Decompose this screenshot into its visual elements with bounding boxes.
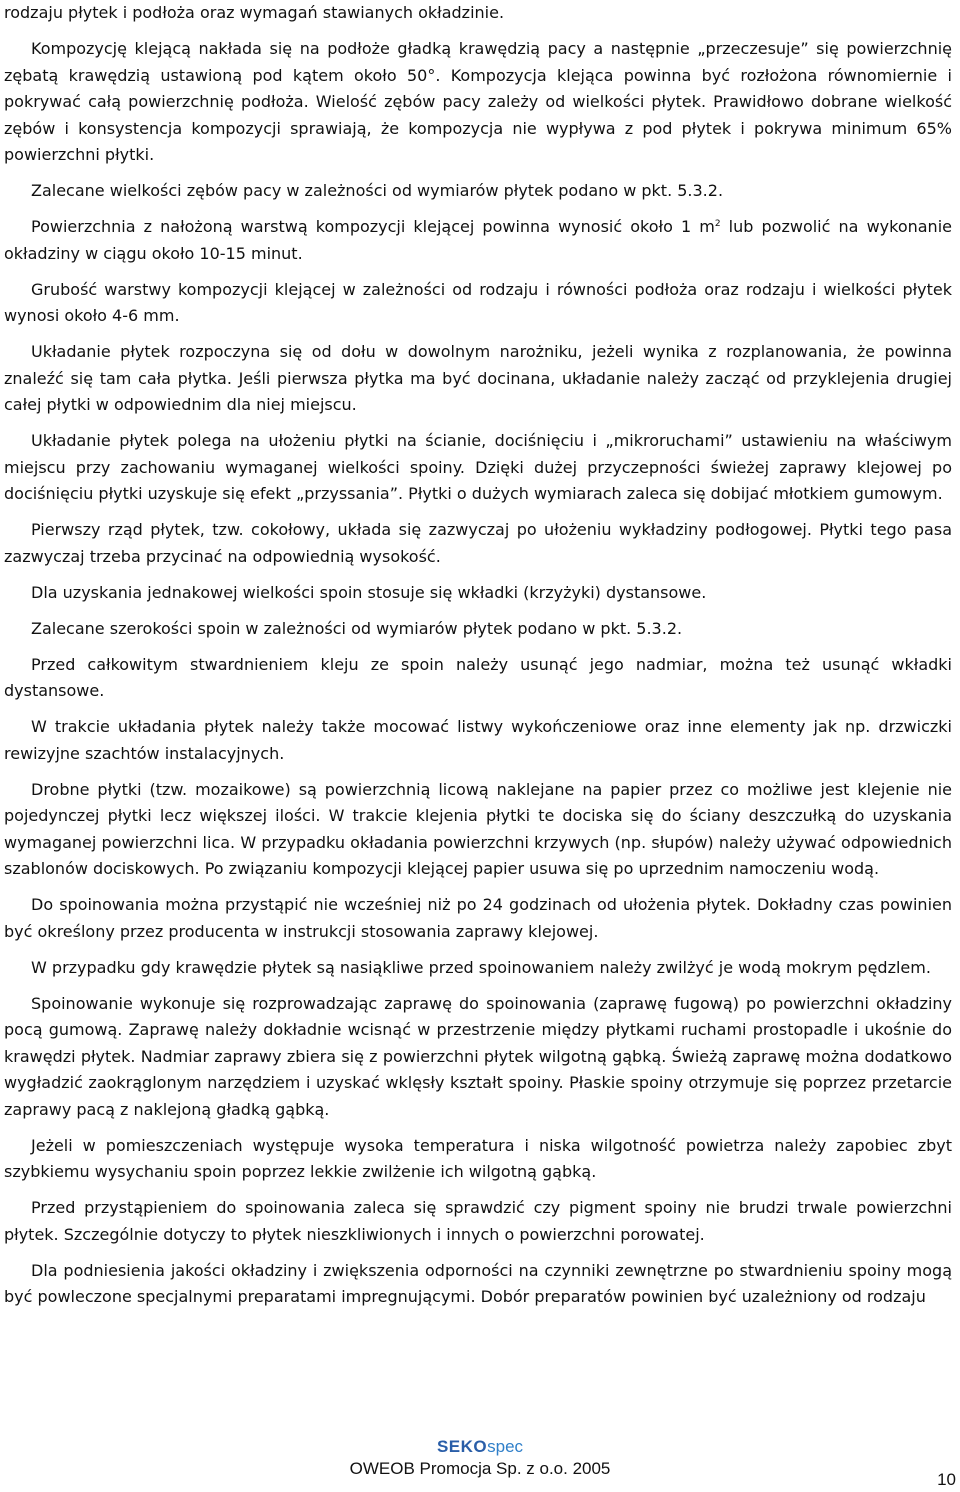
paragraph-grouting-timing: Do spoinowania można przystąpić nie wcześniej niż po 24 godzinach od ułożenia płytek. Dokładny czas powinien być określony przez producenta w instrukcji stosowania zaprawy klejowej. <box>4 895 952 941</box>
paragraph-layer-thickness: Grubość warstwy kompozycji klejącej w zależności od rodzaju i równości podłoża oraz rodzaju i wielkości płytek wynosi około 4-6 mm. <box>4 279 952 325</box>
paragraph-absorbent-edges: W przypadku gdy krawędzie płytek są nasiąkliwe przed spoinowaniem należy zwilżyć je wodą mokrym pędzlem. <box>31 957 931 977</box>
paragraph-adhesive-application: Kompozycję klejącą nakłada się na podłoże gładką krawędzią pacy a następnie „przeczesuje” się powierzchnię zębatą krawędzią ustawioną pod kątem około 50°. Kompozycja klejąca powinna być rozłożona równomiernie i pokrywać całą powierzchnię podłoża. Wielość zębów pacy zależy od wielkości płytek. Prawidłowo dobrane wielkość zębów i konsystencja kompozycji sprawiają, że kompozycja nie wypływa z pod płytek i pokrywa minimum 65% powierzchni płytki. <box>4 39 952 164</box>
paragraph-excess-removal: Przed całkowitym stwardnieniem kleju ze spoin należy usunąć jego nadmiar, można też usunąć wkładki dystansowe. <box>4 654 952 700</box>
surface-text-before: Powierzchnia z nałożoną warstwą kompozycji klejącej powinna wynosić około 1 m <box>31 217 715 236</box>
paragraph-laying-method: Układanie płytek polega na ułożeniu płytki na ścianie, dociśnięciu i „mikroruchami” ustawieniu na właściwym miejscu przy zachowaniu wymaganej wielkości spoiny. Dzięki dużej przyczepności świeżej zaprawy klejowej po dociśnięciu płytki uzyskuje się efekt „przyssania”. Płytki o dużych wymiarach zaleca się dobijać młotkiem gumowym. <box>4 431 952 503</box>
brand-part-spec: spec <box>487 1437 524 1456</box>
document-body <box>4 0 952 1311</box>
paragraph-spacers: Dla uzyskania jednakowej wielkości spoin stosuje się wkładki (krzyżyki) dystansowe. <box>31 582 707 602</box>
paragraph-joint-width-reference: Zalecane szerokości spoin w zależności od wymiarów płytek podano w pkt. 5.3.2. <box>31 618 683 638</box>
paragraph-trowel-reference: Zalecane wielkości zębów pacy w zależności od wymiarów płytek podano w pkt. 5.3.2. <box>31 181 724 200</box>
brand-part-seko: SEKO <box>436 1437 488 1456</box>
paragraph-trim-strips: W trakcie układania płytek należy także mocować listwy wykończeniowe oraz inne elementy jak np. drzwiczki rewizyjne szachtów instalacyjnych. <box>4 717 952 763</box>
page-number: 10 <box>937 1470 956 1489</box>
surface-superscript: 2 <box>714 219 721 229</box>
page-footer <box>0 1436 960 1480</box>
paragraph-surface-area <box>4 214 952 267</box>
paragraph-drying-protection: Jeżeli w pomieszczeniach występuje wysoka temperatura i niska wilgotność powietrza należy zapobiec zbyt szybkiemu wysychaniu spoin poprzez lekkie zwilżenie ich wilgotną gąbką. <box>4 1135 952 1181</box>
paragraph-first-row: Pierwszy rząd płytek, tzw. cokołowy, układa się zazwyczaj po ułożeniu wykładziny podłogowej. Płytki tego pasa zazwyczaj trzeba przycinać na odpowiednią wysokość. <box>4 520 952 566</box>
paragraph-continuation: rodzaju płytek i podłoża oraz wymagań stawianych okładzinie. <box>4 3 505 22</box>
paragraph-laying-start: Układanie płytek rozpoczyna się od dołu w dowolnym narożniku, jeżeli wynika z rozplanowania, że powinna znaleźć się tam cała płytka. Jeśli pierwsza płytka ma być docinana, układanie należy zacząć od przyklejenia drugiej całej płytki w odpowiednim dla niej miejscu. <box>4 342 952 414</box>
paragraph-impregnation: Dla podniesienia jakości okładziny i zwiększenia odporności na czynniki zewnętrzne po stwardnieniu spoiny mogą być powleczone specjalnymi preparatami impregnującymi. Dobór preparatów powinien być uzależniony od rodzaju <box>4 1260 952 1306</box>
brand-logo <box>0 1436 960 1458</box>
surface-text-after: lub pozwolić na wykonanie okładziny w ciągu około 10-15 minut. <box>4 217 952 263</box>
paragraph-grouting-method: Spoinowanie wykonuje się rozprowadzając zaprawę do spoinowania (zaprawę fugową) po powierzchni okładziny pocą gumową. Zaprawę należy dokładnie wcisnąć w przestrzenie między płytkami ruchami prostopadle i ukośnie do krawędzi płytek. Nadmiar zaprawy zbiera się z powierzchni płytek wilgotną gąbką. Świeżą zaprawę można dodatkowo wygładzić zaokrąglonym narzędziem i uzyskać wklęsły kształt spoiny. Płaskie spoiny otrzymuje się poprzez przetarcie zaprawy pacą z naklejoną gładką gąbką. <box>4 993 952 1119</box>
paragraph-mosaic: Drobne płytki (tzw. mozaikowe) są powierzchnią licową naklejane na papier przez co możliwe jest klejenie nie pojedynczej płytki lecz większej ilości. W trakcie klejenia płytki te dociska się do ściany deszczułką do uzyskania wymaganej powierzchni lica. W przypadku okładania powierzchni krzywych (np. słupów) należy używać odpowiednich szablonów dociskowych. Po związaniu kompozycji klejącej papier usuwa się po uprzednim namoczeniu wodą. <box>4 779 952 878</box>
paragraph-pigment-check: Przed przystąpieniem do spoinowania zaleca się sprawdzić czy pigment spoiny nie brudzi trwale powierzchni płytek. Szczególnie dotyczy to płytek nieszkliwionych i innych o powierzchni porowatej. <box>4 1198 952 1244</box>
company-line: OWEOB Promocja Sp. z o.o. 2005 <box>349 1459 611 1478</box>
